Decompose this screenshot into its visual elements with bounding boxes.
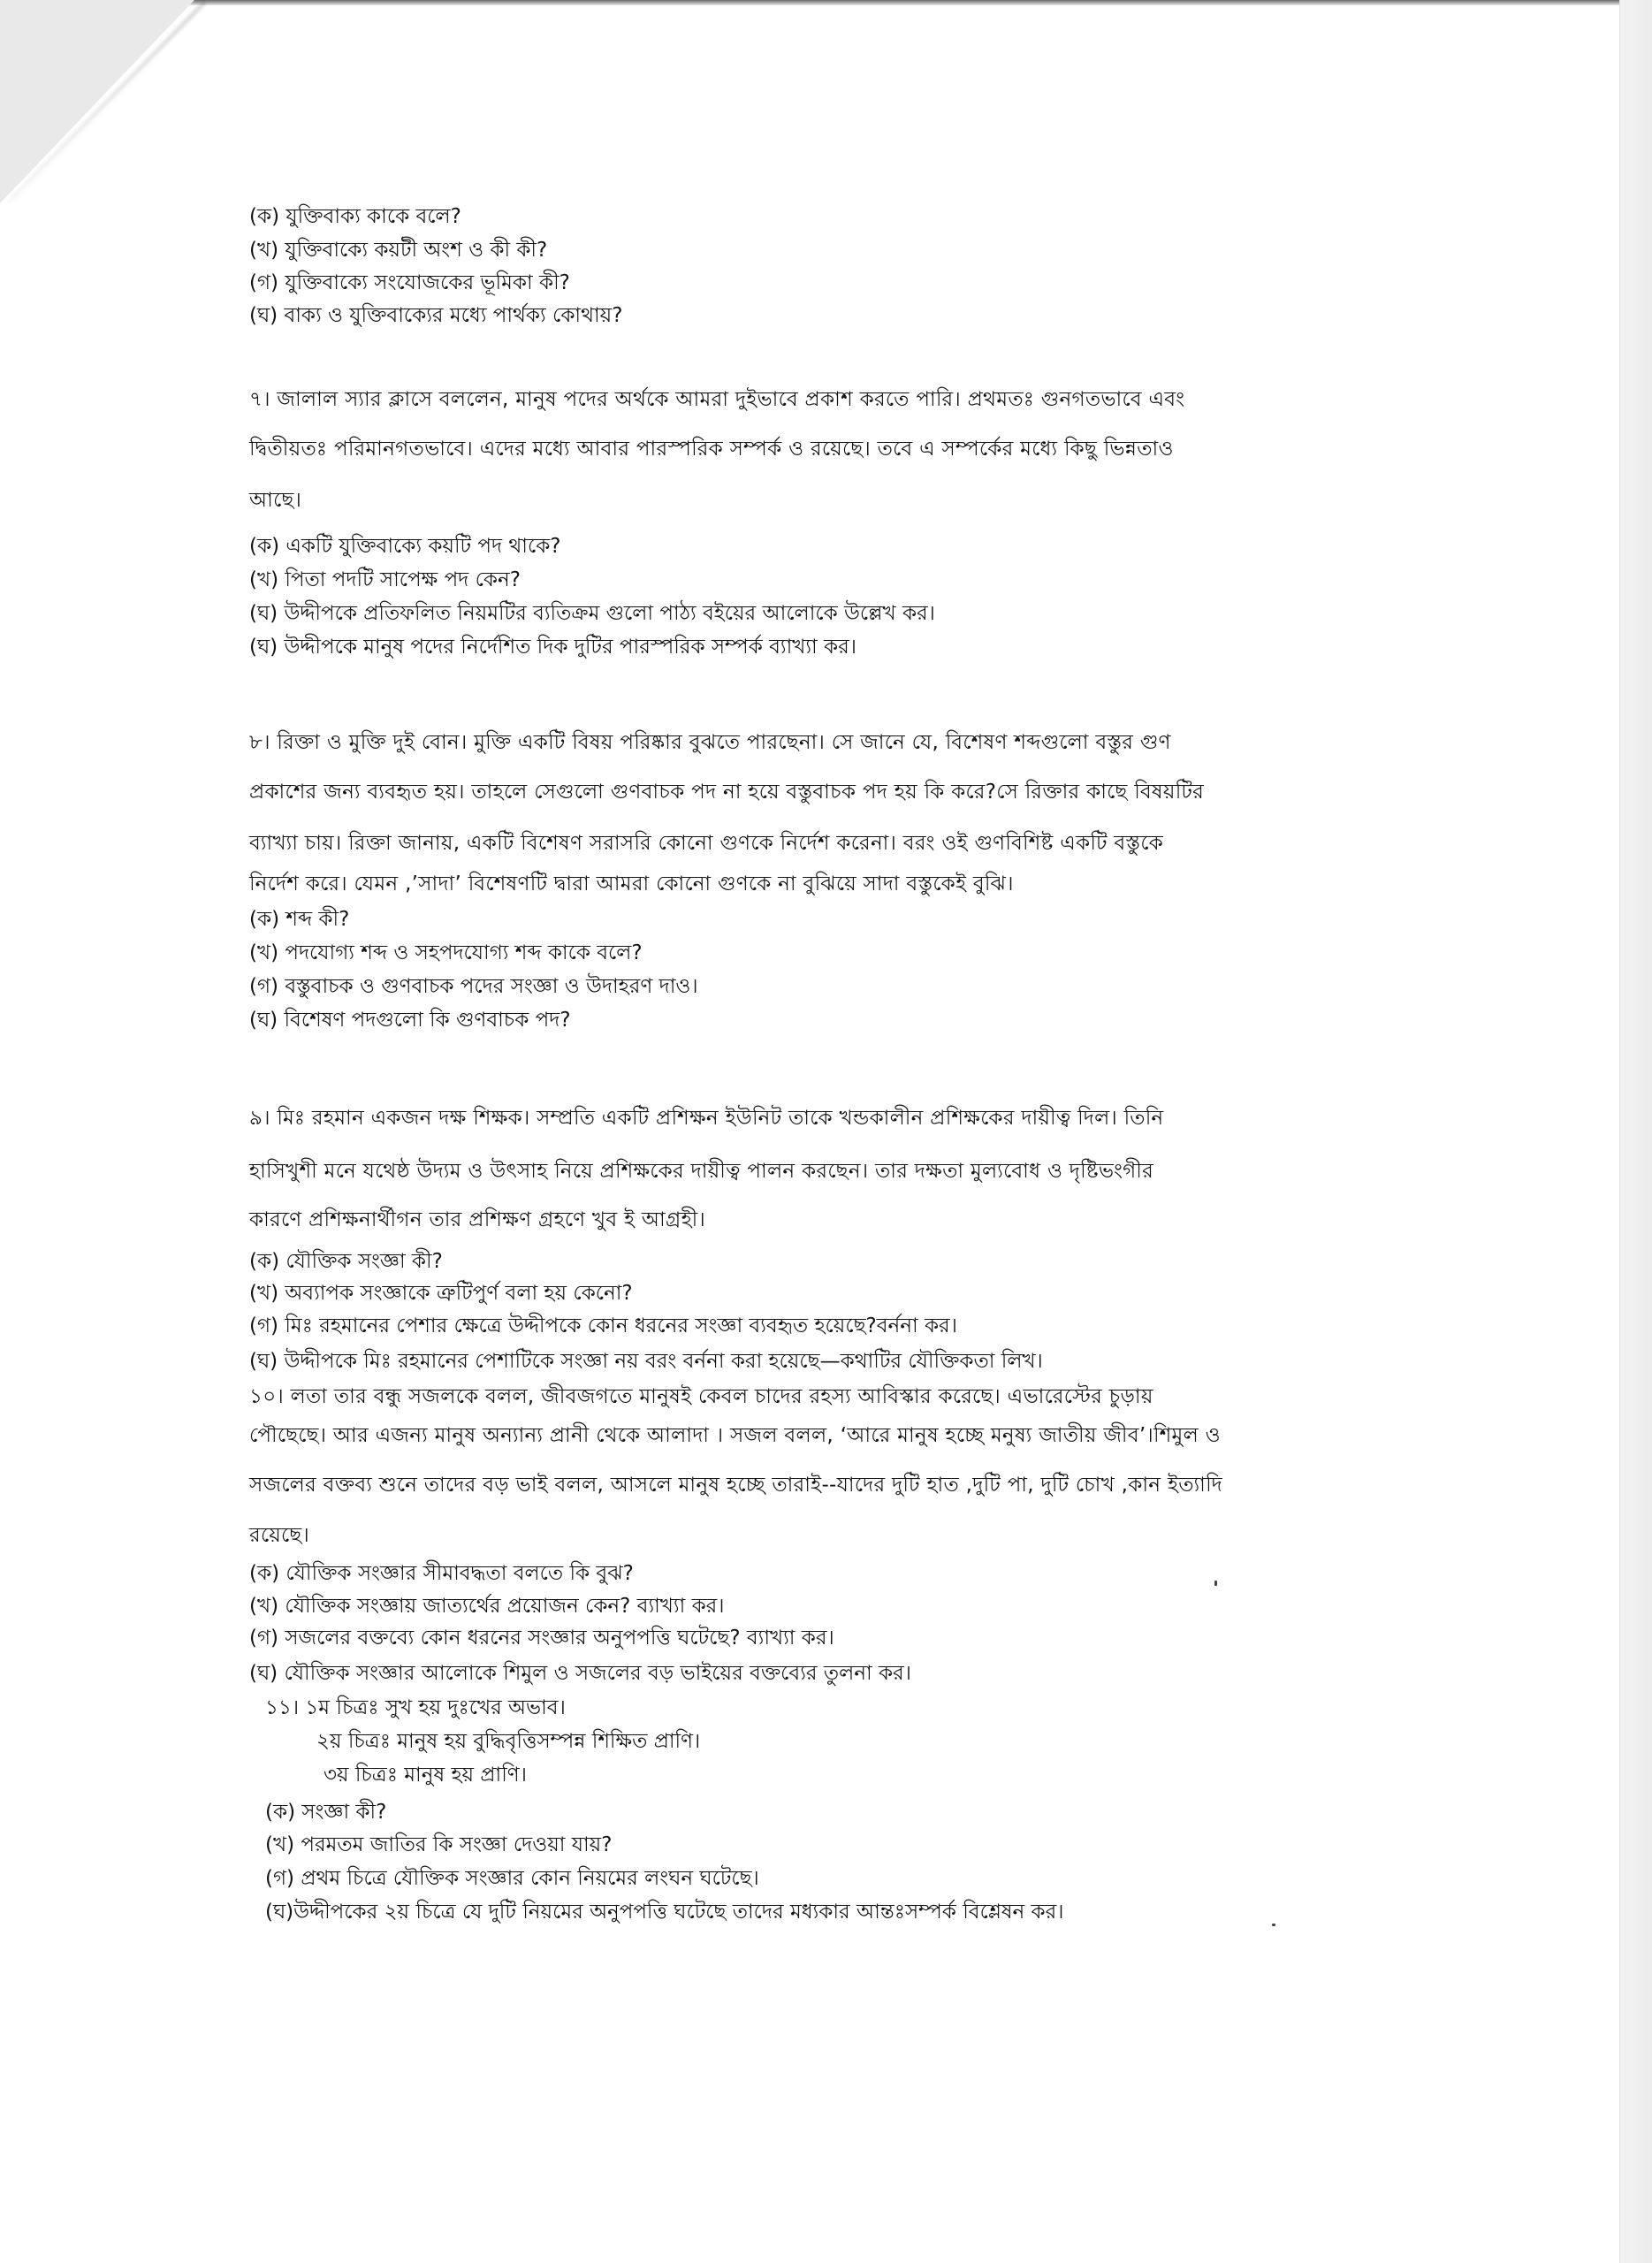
stem-line: পৌছেছে। আর এজন্য মানুষ অন্যান্য প্রানী থেকে আলাদা । সজল বলল, ‘আরে মানুষ হচ্ছে মনুষ্য জাতীয় জীব’।শিমুল ও xyxy=(249,1424,1221,1447)
stem-line: হাসিখুশী মনে যথেষ্ঠ উদ্যম ও উৎসাহ নিয়ে প্রশিক্ষকের দায়ীত্ব পালন করছেন। তার দক্ষতা মুল্যবোধ ও দৃষ্টিভংগীর xyxy=(249,1160,1154,1183)
sub-question-gha: (ঘ) উদ্দীপকে প্রতিফলিত নিয়মটির ব্যতিক্রম গুলো পাঠ্য বইয়ের আলোকে উল্লেখ কর। xyxy=(249,602,935,625)
stem-line: ৯। মিঃ রহমান একজন দক্ষ শিক্ষক। সম্প্রতি একটি প্রশিক্ষন ইউনিট তাকে খন্ডকালীন প্রশিক্ষকের দায়ীত্ব দিল। তিনি xyxy=(249,1107,1164,1130)
sub-question-ka: (ক) যুক্তিবাক্য কাকে বলে? xyxy=(249,205,461,228)
sub-question-gha: (ঘ)উদ্দীপকের ২য় চিত্রে যে দুটি নিয়মের অনুপপত্তি ঘটেছে তাদের মধ্যকার আন্তঃসম্পর্ক বিশ্লেষন কর। xyxy=(265,1901,1064,1924)
sub-question-ka: (ক) সংজ্ঞা কী? xyxy=(265,1801,387,1824)
scan-speck xyxy=(1214,1581,1217,1586)
sub-question-ka: (ক) যৌক্তিক সংজ্ঞা কী? xyxy=(249,1250,443,1273)
scan-edge-right xyxy=(1619,0,1652,2263)
folded-corner xyxy=(0,0,194,203)
sub-question-ga: (গ) বস্তুবাচক ও গুণবাচক পদের সংজ্ঞা ও উদাহরণ দাও। xyxy=(249,975,698,998)
sub-question-kha: (খ) যৌক্তিক সংজ্ঞায় জাত্যর্থের প্রয়োজন কেন? ব্যাখ্যা কর। xyxy=(249,1595,725,1618)
sub-question-gha: (ঘ) উদ্দীপকে মিঃ রহমানের পেশাটিকে সংজ্ঞা নয় বরং বর্ননা করা হয়েছে—কথাটির যৌক্তিকতা লিখ। xyxy=(249,1350,1043,1373)
stem-line: ব্যাখ্যা চায়। রিক্তা জানায়, একটি বিশেষণ সরাসরি কোনো গুণকে নির্দেশ করেনা। বরং ওই গুণবিশিষ্ট একটি বস্তুকে xyxy=(249,832,1164,855)
scan-speck xyxy=(1272,1924,1275,1926)
sub-question-ga: (গ) প্রথম চিত্রে যৌক্তিক সংজ্ঞার কোন নিয়মের লংঘন ঘটেছে। xyxy=(265,1867,759,1890)
stem-line: ৭। জালাল স্যার ক্লাসে বললেন, মানুষ পদের অর্থকে আমরা দুইভাবে প্রকাশ করতে পারি। প্রথমতঃ গুনগতভাবে এবং xyxy=(249,388,1185,411)
sub-question-gha: (ঘ) বিশেষণ পদগুলো কি গুণবাচক পদ? xyxy=(249,1009,571,1032)
sub-question-gha: (ঘ) বাক্য ও যুক্তিবাক্যের মধ্যে পার্থক্য কোথায়? xyxy=(249,304,623,327)
sub-question-ga: (গ) মিঃ রহমানের পেশার ক্ষেত্রে উদ্দীপকে কোন ধরনের সংজ্ঞা ব্যবহৃত হয়েছে?বর্ননা কর। xyxy=(249,1314,957,1337)
figure-1-line: ১১। ১ম চিত্রঃ সুখ হয় দুঃখের অভাব। xyxy=(265,1696,566,1719)
sub-question-ka: (ক) একটি যুক্তিবাক্যে কয়টি পদ থাকে? xyxy=(249,535,561,558)
sub-question-ga: (গ) যুক্তিবাক্যে সংযোজকের ভূমিকা কী? xyxy=(249,271,570,294)
sub-question-kha: (খ) পিতা পদটি সাপেক্ষ পদ কেন? xyxy=(249,568,521,591)
figure-3-line: ৩য় চিত্রঃ মানুষ হয় প্রাণি। xyxy=(324,1764,527,1787)
sub-question-kha: (খ) যুক্তিবাক্যে কয়টী অংশ ও কী কী? xyxy=(249,239,548,262)
stem-line: রয়েছে। xyxy=(249,1524,310,1547)
stem-line: সজলের বক্তব্য শুনে তাদের বড় ভাই বলল, আসলে মানুষ হচ্ছে তারাই--যাদের দুটি হাত ,দুটি পা, দুটি চোখ ,কান ইত্যাদি xyxy=(249,1474,1223,1497)
sub-question-kha: (খ) পরমতম জাতির কি সংজ্ঞা দেওয়া যায়? xyxy=(265,1833,613,1856)
stem-line: ১০। লতা তার বন্ধু সজলকে বলল, জীবজগতে মানুষই কেবল চাদের রহস্য আবিস্কার করেছে। এভারেস্টের চুড়ায় xyxy=(249,1385,1153,1408)
sub-question-gha: (ঘ) উদ্দীপকে মানুষ পদের নির্দেশিত দিক দুটির পারস্পরিক সম্পর্ক ব্যাখ্যা কর। xyxy=(249,636,856,659)
sub-question-ka: (ক) যৌক্তিক সংজ্ঞার সীমাবদ্ধতা বলতে কি বুঝ? xyxy=(249,1562,634,1585)
figure-2-line: ২য় চিত্রঃ মানুষ হয় বুদ্ধিবৃত্তিসম্পন্ন শিক্ষিত প্রাণি। xyxy=(316,1730,701,1753)
stem-line: প্রকাশের জন্য ব্যবহৃত হয়। তাহলে সেগুলো গুণবাচক পদ না হয়ে বস্তুবাচক পদ হয় কি করে?সে রিক্তার কাছে বিষয়টির xyxy=(249,781,1205,804)
sub-question-kha: (খ) অব্যাপক সংজ্ঞাকে ত্রুটিপুর্ণ বলা হয় কেনো? xyxy=(249,1282,633,1305)
stem-line: নির্দেশ করে। যেমন ,’সাদা’ বিশেষণটি দ্বারা আমরা কোনো গুণকে না বুঝিয়ে সাদা বস্তুকেই বুঝি। xyxy=(249,872,1014,895)
stem-line: দ্বিতীয়তঃ পরিমানগতভাবে। এদের মধ্যে আবার পারস্পরিক সম্পর্ক ও রয়েছে। তবে এ সম্পর্কের মধ্যে কিছু ভিন্নতাও xyxy=(249,438,1174,461)
stem-line: ৮। রিক্তা ও মুক্তি দুই বোন। মুক্তি একটি বিষয় পরিষ্কার বুঝতে পারছেনা। সে জানে যে, বিশেষণ শব্দগুলো বস্তুর গুণ xyxy=(249,731,1171,754)
sub-question-ka: (ক) শব্দ কী? xyxy=(249,908,350,931)
sub-question-ga: (গ) সজলের বক্তব্যে কোন ধরনের সংজ্ঞার অনুপপত্তি ঘটেছে? ব্যাখ্যা কর। xyxy=(249,1627,834,1650)
sub-question-gha: (ঘ) যৌক্তিক সংজ্ঞার আলোকে শিমুল ও সজলের বড় ভাইয়ের বক্তব্যের তুলনা কর। xyxy=(249,1662,911,1685)
scan-edge-top xyxy=(0,0,1652,5)
stem-line: কারণে প্রশিক্ষনার্থীগন তার প্রশিক্ষণ গ্রহণে খুব ই আগ্রহী। xyxy=(249,1208,706,1231)
sub-question-kha: (খ) পদযোগ্য শব্দ ও সহপদযোগ্য শব্দ কাকে বলে? xyxy=(249,941,643,964)
stem-line: আছে। xyxy=(249,489,302,512)
